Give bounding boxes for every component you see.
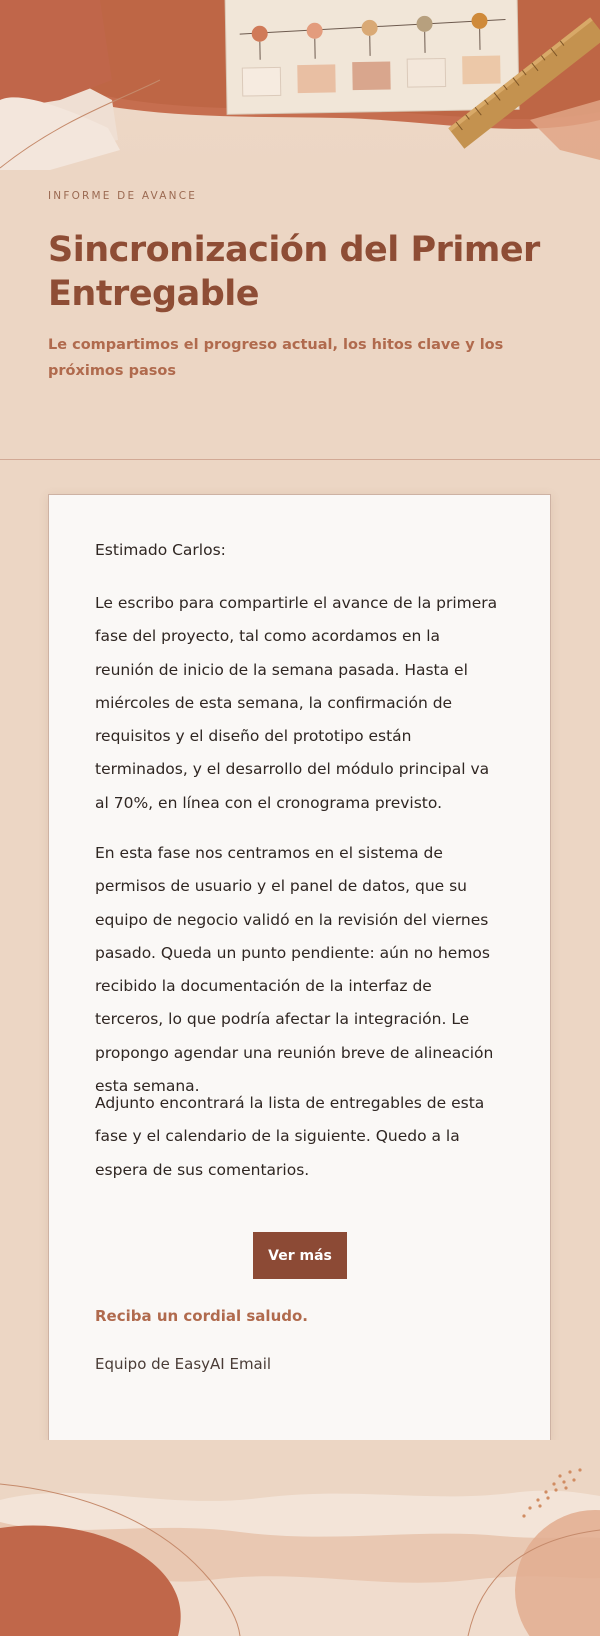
team-signature: Equipo de EasyAI Email — [95, 1355, 272, 1373]
eyebrow-label: INFORME DE AVANCE — [48, 190, 198, 202]
body-paragraph: Adjunto encontrará la lista de entregables de esta fase y el calendario de la siguiente. Quedo a la espera de sus comentarios. — [95, 1094, 485, 1179]
page-title: Sincronización del Primer Entregable — [48, 230, 540, 314]
see-more-button[interactable]: Ver más — [253, 1232, 347, 1279]
signoff: Reciba un cordial saludo. — [95, 1307, 308, 1325]
greeting: Estimado Carlos: — [95, 541, 226, 559]
footer-illustration — [0, 1440, 600, 1636]
page-subtitle: Le compartimos el progreso actual, los hitos clave y los próximos pasos — [48, 337, 504, 379]
header-illustration — [0, 0, 600, 180]
header-divider — [0, 459, 600, 460]
letter-card — [48, 494, 551, 1442]
body-paragraph: En esta fase nos centramos en el sistema de permisos de usuario y el panel de datos, que su equipo de negocio validó en la revisión del viernes pasado. Queda un punto pendiente: aún no hemos recibido la documentación de la interfaz de terceros, lo que podría afectar la integración. Le propongo agendar una reunión breve de alineación esta semana. — [95, 844, 494, 1096]
body-paragraph: Le escribo para compartirle el avance de la primera fase del proyecto, tal como acordamos en la reunión de inicio de la semana pasada. Hasta el miércoles de esta semana, la confirmación de requisitos y el diseño del prototipo están terminados, y el desarrollo del módulo principal va al 70%, en línea con el cronograma previsto. — [95, 594, 498, 812]
